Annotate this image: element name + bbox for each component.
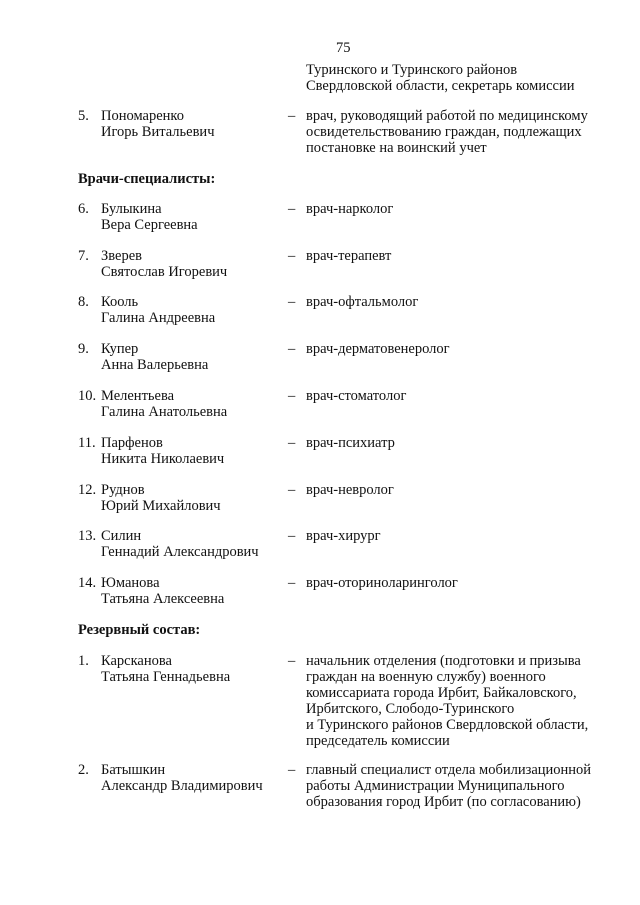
member-role [306,575,626,591]
member-surname: Силин [101,528,142,544]
entry-number: 7. [78,248,89,264]
continuation-line: Туринского и Туринского районов [306,62,518,78]
member-given-name: Игорь Витальевич [101,124,215,140]
member-given-name: Вера Сергеевна [101,217,198,233]
entry-number: 6. [78,201,89,217]
member-given-name: Анна Валерьевна [101,357,209,373]
role-line: председатель комиссии [306,733,450,749]
role-line: врач-нарколог [306,201,394,217]
role-line: начальник отделения (подготовки и призыва [306,653,581,669]
member-role [306,341,626,357]
entry-number: 1. [78,653,89,669]
member-name [101,575,301,607]
member-role [306,388,626,404]
member-name [101,248,301,280]
member-given-name: Геннадий Александрович [101,544,259,560]
entry-number: 14. [78,575,97,591]
member-surname: Пономаренко [101,108,184,124]
member-surname: Купер [101,341,139,357]
entry-dash: – [288,201,296,217]
role-line: врач-дерматовенеролог [306,341,450,357]
role-line: главный специалист отдела мобилизационной [306,762,592,778]
member-given-name: Юрий Михайлович [101,498,221,514]
entry-dash: – [288,762,296,778]
member-name [101,341,301,373]
member-given-name: Татьяна Геннадьевна [101,669,231,685]
member-given-name: Галина Анатольевна [101,404,228,420]
section-heading: Резервный состав: [78,622,201,638]
member-surname: Булыкина [101,201,162,217]
role-line: граждан на военную службу) военного [306,669,546,685]
member-name [101,108,301,140]
member-name [101,762,301,794]
page-number: 75 [336,40,351,56]
member-surname: Карсканова [101,653,172,669]
role-line: врач-стоматолог [306,388,407,404]
member-name [101,435,301,467]
entry-dash: – [288,482,296,498]
member-name [101,482,301,514]
member-name [101,528,301,560]
member-role [306,294,626,310]
entry-number: 10. [78,388,97,404]
role-line: врач-психиатр [306,435,395,451]
member-surname: Парфенов [101,435,163,451]
role-line: врач-невролог [306,482,394,498]
member-surname: Зверев [101,248,142,264]
role-line: Ирбитского, Слободо-Туринского [306,701,515,717]
entry-dash: – [288,108,296,124]
member-given-name: Никита Николаевич [101,451,225,467]
entry-number: 13. [78,528,97,544]
role-line: врач-офтальмолог [306,294,419,310]
member-given-name: Святослав Игоревич [101,264,228,280]
member-name [101,201,301,233]
member-name [101,294,301,326]
member-given-name: Александр Владимирович [101,778,263,794]
entry-dash: – [288,575,296,591]
member-role [306,482,626,498]
entry-dash: – [288,341,296,357]
member-role [306,762,626,810]
entry-number: 5. [78,108,89,124]
entry-dash: – [288,248,296,264]
member-name [101,653,301,685]
member-given-name: Галина Андреевна [101,310,216,326]
role-line: освидетельствованию граждан, подлежащих [306,124,582,140]
member-surname: Кооль [101,294,139,310]
entry-dash: – [288,388,296,404]
entry-number: 2. [78,762,89,778]
role-line: врач-хирург [306,528,381,544]
entry-dash: – [288,528,296,544]
member-name [101,388,301,420]
member-role [306,653,626,749]
member-given-name: Татьяна Алексеевна [101,591,225,607]
entry-dash: – [288,435,296,451]
member-surname: Юманова [101,575,160,591]
entry-number: 11. [78,435,96,451]
role-line: врач-терапевт [306,248,392,264]
continuation-text [306,62,626,94]
continuation-line: Свердловской области, секретарь комиссии [306,78,575,94]
member-role [306,201,626,217]
role-line: постановке на воинский учет [306,140,487,156]
member-surname: Мелентьева [101,388,175,404]
member-role [306,435,626,451]
entry-number: 12. [78,482,97,498]
role-line: врач-оториноларинголог [306,575,458,591]
role-line: образования город Ирбит (по согласованию) [306,794,581,810]
entry-number: 8. [78,294,89,310]
role-line: комиссариата города Ирбит, Байкаловского, [306,685,577,701]
member-role [306,248,626,264]
entry-number: 9. [78,341,89,357]
role-line: и Туринского районов Свердловской области, [306,717,589,733]
member-role [306,108,626,156]
role-line: работы Администрации Муниципального [306,778,565,794]
entry-dash: – [288,294,296,310]
section-heading: Врачи-специалисты: [78,171,216,187]
member-surname: Руднов [101,482,145,498]
role-line: врач, руководящий работой по медицинскому [306,108,588,124]
entry-dash: – [288,653,296,669]
member-role [306,528,626,544]
member-surname: Батышкин [101,762,166,778]
